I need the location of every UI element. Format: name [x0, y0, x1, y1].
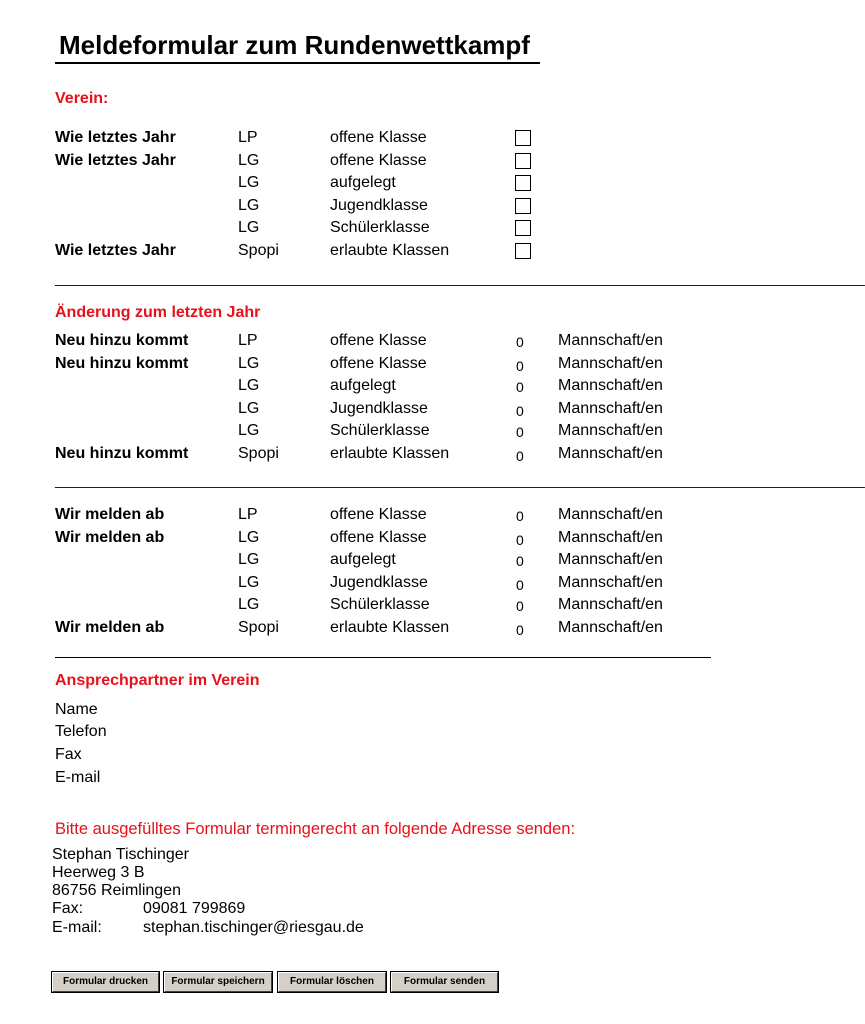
class-label: aufgelegt [330, 551, 396, 568]
contact-email-label: E-mail [55, 769, 101, 786]
class-label: Jugendklasse [330, 399, 428, 417]
entry-checkbox[interactable] [515, 220, 531, 236]
form-title: Meldeformular zum Rundenwettkampf [55, 28, 540, 64]
discipline-label: LG [238, 551, 260, 568]
discipline-label: LG [238, 354, 260, 372]
form-row [0, 195, 770, 217]
discipline-label: LG [238, 174, 260, 192]
class-label: Jugendklasse [330, 196, 428, 214]
discipline-label: LP [238, 506, 258, 523]
team-unit-label: Mannschaft/en [558, 596, 663, 613]
entry-checkbox[interactable] [515, 153, 531, 169]
form-row [0, 240, 770, 262]
discipline-label: LG [238, 573, 260, 591]
class-label: aufgelegt [330, 174, 396, 192]
class-label: Schülerklasse [330, 596, 430, 613]
form-row [0, 443, 770, 465]
entry-checkbox[interactable] [515, 175, 531, 191]
row-label: Wie letztes Jahr [55, 129, 176, 146]
row-label: Wie letztes Jahr [55, 242, 176, 259]
form-row [0, 572, 770, 594]
section-heading-aenderung: Änderung zum letzten Jahr [55, 304, 261, 321]
discipline-label: LG [238, 219, 260, 237]
form-row [0, 617, 770, 639]
class-label: erlaubte Klassen [330, 444, 450, 462]
team-unit-label: Mannschaft/en [558, 377, 663, 394]
class-label: Schülerklasse [330, 219, 430, 237]
class-label: Jugendklasse [330, 573, 428, 591]
discipline-label: LG [238, 422, 260, 439]
class-label: erlaubte Klassen [330, 618, 450, 636]
discipline-label: LG [238, 528, 260, 546]
separator: ________________________________________________________________________________________________________ [55, 472, 865, 488]
address-email: stephan.tischinger@riesgau.de [143, 919, 364, 936]
team-unit-label: Mannschaft/en [558, 506, 663, 523]
form-row [0, 398, 770, 420]
form-row [0, 549, 770, 571]
form-row [0, 527, 770, 549]
address-fax: 09081 799869 [143, 900, 246, 917]
form-row [0, 127, 770, 149]
class-label: offene Klasse [330, 332, 427, 349]
address-fax-label: Fax: [52, 900, 84, 917]
contact-name-label: Name [55, 701, 98, 718]
class-label: Schülerklasse [330, 422, 430, 439]
address-street: Heerweg 3 B [52, 864, 145, 881]
class-label: aufgelegt [330, 377, 396, 394]
row-label: Neu hinzu kommt [55, 444, 189, 462]
clear-form-button[interactable]: Formular löschen [278, 972, 386, 992]
form-row [0, 150, 770, 172]
form-row [0, 594, 770, 616]
discipline-label: LG [238, 399, 260, 417]
discipline-label: Spopi [238, 242, 279, 259]
save-form-button[interactable]: Formular speichern [164, 972, 272, 992]
send-form-button[interactable]: Formular senden [391, 972, 498, 992]
form-row [0, 217, 770, 239]
row-label: Neu hinzu kommt [55, 332, 189, 349]
class-label: erlaubte Klassen [330, 242, 450, 259]
row-label: Wir melden ab [55, 618, 165, 636]
class-label: offene Klasse [330, 129, 427, 146]
team-count-field[interactable]: 0 [516, 553, 524, 569]
print-form-button[interactable]: Formular drucken [52, 972, 159, 992]
class-label: offene Klasse [330, 354, 427, 372]
team-unit-label: Mannschaft/en [558, 528, 663, 546]
team-unit-label: Mannschaft/en [558, 332, 663, 349]
row-label: Wie letztes Jahr [55, 151, 176, 169]
team-count-field[interactable]: 0 [516, 508, 524, 524]
discipline-label: LG [238, 596, 260, 613]
separator: ________________________________________________________________________________________________________ [55, 270, 865, 286]
contact-phone-label: Telefon [55, 723, 107, 740]
discipline-label: LP [238, 129, 258, 146]
submission-notice: Bitte ausgefülltes Formular termingerecht an folgende Adresse senden: [55, 820, 576, 838]
discipline-label: LG [238, 151, 260, 169]
team-count-field[interactable]: 0 [516, 402, 524, 419]
form-row [0, 504, 770, 526]
form-row [0, 330, 770, 352]
team-count-field[interactable]: 0 [516, 379, 524, 395]
discipline-label: Spopi [238, 444, 279, 462]
entry-checkbox[interactable] [515, 243, 531, 259]
team-count-field[interactable]: 0 [516, 357, 524, 374]
class-label: offene Klasse [330, 506, 427, 523]
section-heading-verein: Verein: [55, 90, 109, 107]
contact-fax-label: Fax [55, 746, 82, 763]
entry-checkbox[interactable] [515, 198, 531, 214]
class-label: offene Klasse [330, 151, 427, 169]
team-unit-label: Mannschaft/en [558, 399, 663, 417]
team-count-field[interactable]: 0 [516, 621, 524, 638]
team-count-field[interactable]: 0 [516, 531, 524, 548]
row-label: Wir melden ab [55, 506, 165, 523]
row-label: Neu hinzu kommt [55, 354, 189, 372]
address-city: 86756 Reimlingen [52, 882, 181, 899]
discipline-label: LG [238, 196, 260, 214]
section-heading-kontakt: Ansprechpartner im Verein [55, 672, 260, 689]
team-unit-label: Mannschaft/en [558, 551, 663, 568]
form-row [0, 172, 770, 194]
team-unit-label: Mannschaft/en [558, 573, 663, 591]
discipline-label: Spopi [238, 618, 279, 636]
address-name: Stephan Tischinger [52, 846, 189, 863]
team-unit-label: Mannschaft/en [558, 618, 663, 636]
team-count-field[interactable]: 0 [516, 447, 524, 464]
form-row [0, 420, 770, 442]
team-count-field[interactable]: 0 [516, 424, 524, 440]
team-unit-label: Mannschaft/en [558, 422, 663, 439]
discipline-label: LP [238, 332, 258, 349]
team-count-field[interactable]: 0 [516, 598, 524, 614]
team-unit-label: Mannschaft/en [558, 354, 663, 372]
discipline-label: LG [238, 377, 260, 394]
team-count-field[interactable]: 0 [516, 576, 524, 593]
row-label: Wir melden ab [55, 528, 165, 546]
team-count-field[interactable]: 0 [516, 334, 524, 350]
class-label: offene Klasse [330, 528, 427, 546]
form-row [0, 353, 770, 375]
team-unit-label: Mannschaft/en [558, 444, 663, 462]
entry-checkbox[interactable] [515, 130, 531, 146]
address-email-label: E-mail: [52, 919, 102, 936]
form-row [0, 375, 770, 397]
separator-line [55, 657, 711, 658]
